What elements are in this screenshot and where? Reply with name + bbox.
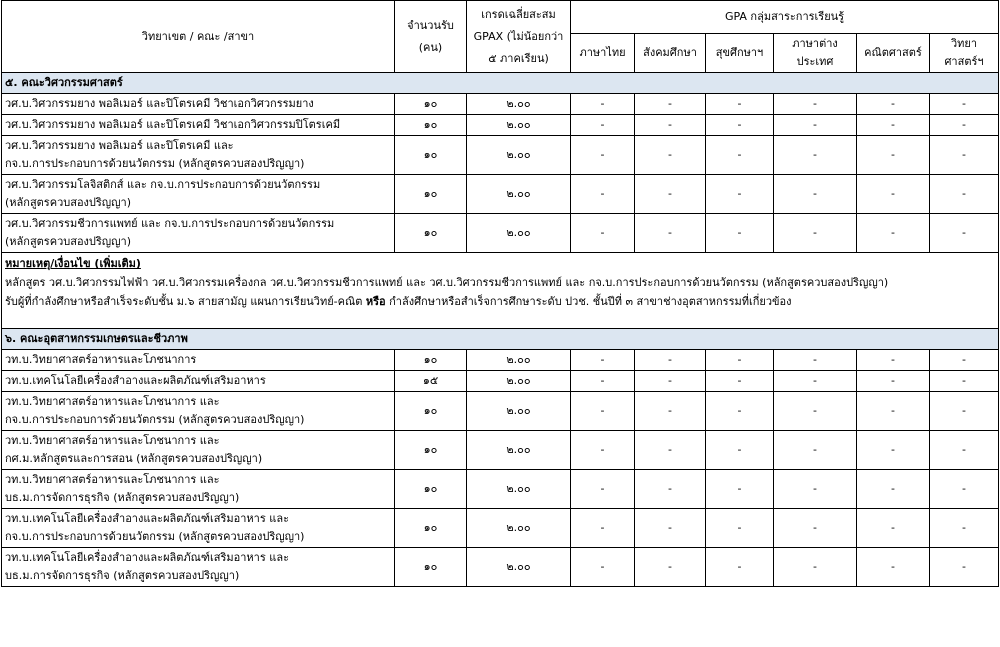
program-name [2,392,395,431]
header-row [2,1,999,34]
program-name-line: วศ.บ.วิศวกรรมยาง พอลิเมอร์ และปิโตรเคมี และ [5,139,234,152]
subject-gpa-value: - [635,214,706,253]
seats-value: ๑๐ [395,115,467,136]
header-program: วิทยาเขต / คณะ /สาขา [2,1,395,73]
header-subject: วิทยาศาสตร์ฯ [930,34,999,73]
table-row [2,175,999,214]
subject-gpa-value: - [706,350,774,371]
table-row [2,350,999,371]
header-subject: ภาษาต่างประเทศ [774,34,857,73]
subject-gpa-value: - [774,94,857,115]
subject-gpa-value: - [706,115,774,136]
seats-value: ๑๐ [395,548,467,587]
subject-gpa-value: - [571,175,635,214]
subject-gpa-value: - [635,548,706,587]
gpax-value: ๒.๐๐ [467,115,571,136]
subject-gpa-value: - [774,214,857,253]
subject-gpa-value: - [930,94,999,115]
subject-gpa-value: - [774,470,857,509]
program-name [2,175,395,214]
subject-gpa-value: - [857,392,930,431]
program-name [2,509,395,548]
table-row [2,470,999,509]
subject-gpa-value: - [571,371,635,392]
subject-gpa-value: - [571,115,635,136]
program-name-line: บธ.ม.การจัดการธุรกิจ (หลักสูตรควบสองปริญญา) [5,569,240,582]
subject-gpa-value: - [774,548,857,587]
table-row [2,94,999,115]
subject-gpa-value: - [857,175,930,214]
table-row [2,136,999,175]
program-name-line: (หลักสูตรควบสองปริญญา) [5,196,132,209]
subject-gpa-value: - [706,94,774,115]
note-line [5,292,995,311]
program-name-line: วท.บ.วิทยาศาสตร์อาหารและโภชนาการ และ [5,395,220,408]
program-name [2,94,395,115]
header-gpax: เกรดเฉลี่ยสะสม GPAX (ไม่น้อยกว่า ๕ ภาคเรียน) [467,1,571,73]
subject-gpa-value: - [706,392,774,431]
subject-gpa-value: - [706,509,774,548]
program-name [2,214,395,253]
subject-gpa-value: - [774,431,857,470]
subject-gpa-value: - [930,548,999,587]
program-name [2,115,395,136]
gpax-value: ๒.๐๐ [467,431,571,470]
program-name-line: วท.บ.เทคโนโลยีเครื่องสำอางและผลิตภัณฑ์เสริมอาหาร และ [5,551,289,564]
subject-gpa-value: - [635,94,706,115]
gpax-value: ๒.๐๐ [467,509,571,548]
subject-gpa-value: - [930,175,999,214]
subject-gpa-value: - [706,371,774,392]
table-row [2,431,999,470]
subject-gpa-value: - [571,431,635,470]
subject-gpa-value: - [571,136,635,175]
section-title: ๖. คณะอุตสาหกรรมเกษตรและชีวภาพ [2,329,999,350]
section-header [2,73,999,94]
program-name-line: กจ.บ.การประกอบการด้วยนวัตกรรม (หลักสูตรควบสองปริญญา) [5,413,305,426]
subject-gpa-value: - [706,548,774,587]
section-header [2,329,999,350]
program-name-line: วท.บ.วิทยาศาสตร์อาหารและโภชนาการ และ [5,434,220,447]
program-name-line: (หลักสูตรควบสองปริญญา) [5,235,132,248]
program-name-line: บธ.ม.การจัดการธุรกิจ (หลักสูตรควบสองปริญญา) [5,491,240,504]
subject-gpa-value: - [774,136,857,175]
program-name [2,350,395,371]
seats-value: ๑๐ [395,392,467,431]
header-subject: สังคมศึกษา [635,34,706,73]
subject-gpa-value: - [774,175,857,214]
subject-gpa-value: - [857,470,930,509]
subject-gpa-value: - [857,371,930,392]
subject-gpa-value: - [571,350,635,371]
header-subject: คณิตศาสตร์ [857,34,930,73]
subject-gpa-value: - [857,431,930,470]
program-name-line: วท.บ.เทคโนโลยีเครื่องสำอางและผลิตภัณฑ์เสริมอาหาร และ [5,512,289,525]
header-subject: ภาษาไทย [571,34,635,73]
seats-value: ๑๐ [395,431,467,470]
gpax-value: ๒.๐๐ [467,548,571,587]
program-name-line: กจ.บ.การประกอบการด้วยนวัตกรรม (หลักสูตรควบสองปริญญา) [5,157,305,170]
subject-gpa-value: - [857,94,930,115]
gpax-value: ๒.๐๐ [467,392,571,431]
subject-gpa-value: - [571,214,635,253]
subject-gpa-value: - [930,115,999,136]
table-row [2,392,999,431]
seats-value: ๑๐ [395,175,467,214]
subject-gpa-value: - [635,470,706,509]
program-name-line: วศ.บ.วิศวกรรมยาง พอลิเมอร์ และปิโตรเคมี วิชาเอกวิศวกรรมยาง [5,97,314,110]
subject-gpa-value: - [571,548,635,587]
header-seats: จำนวนรับ (คน) [395,1,467,73]
program-name [2,136,395,175]
subject-gpa-value: - [857,115,930,136]
seats-value: ๑๐ [395,214,467,253]
subject-gpa-value: - [635,175,706,214]
subject-gpa-value: - [706,431,774,470]
program-name [2,470,395,509]
program-name [2,548,395,587]
subject-gpa-value: - [774,115,857,136]
subject-gpa-value: - [635,350,706,371]
seats-value: ๑๐ [395,350,467,371]
seats-value: ๑๐ [395,136,467,175]
program-name [2,371,395,392]
note-row [2,253,999,329]
subject-gpa-value: - [930,392,999,431]
gpax-value: ๒.๐๐ [467,214,571,253]
note-text: รับผู้ที่กำลังศึกษาหรือสำเร็จระดับชั้น ม.๖ สายสามัญ แผนการเรียนวิทย์-คณิต [5,295,363,308]
gpax-value: ๒.๐๐ [467,136,571,175]
program-name [2,431,395,470]
note-text: กำลังศึกษาหรือสำเร็จการศึกษาระดับ ปวช. ชั้นปีที่ ๓ สาขาช่างอุตสาหกรรมที่เกี่ยวข้อง [389,295,792,308]
header-gpa-group: GPA กลุ่มสาระการเรียนรู้ [571,1,999,34]
subject-gpa-value: - [774,509,857,548]
subject-gpa-value: - [930,509,999,548]
header-subject: สุขศึกษาฯ [706,34,774,73]
gpax-value: ๒.๐๐ [467,94,571,115]
table-row [2,214,999,253]
subject-gpa-value: - [930,350,999,371]
subject-gpa-value: - [635,431,706,470]
subject-gpa-value: - [930,431,999,470]
subject-gpa-value: - [857,548,930,587]
table-row [2,548,999,587]
subject-gpa-value: - [930,136,999,175]
note-cell [2,253,999,329]
program-name-line: วท.บ.วิทยาศาสตร์อาหารและโภชนาการ [5,353,197,366]
subject-gpa-value: - [571,509,635,548]
note-title: หมายเหตุ/เงื่อนไข (เพิ่มเติม) [5,257,141,270]
program-name-line: วศ.บ.วิศวกรรมยาง พอลิเมอร์ และปิโตรเคมี วิชาเอกวิศวกรรมปิโตรเคมี [5,118,341,131]
program-name-line: วท.บ.วิทยาศาสตร์อาหารและโภชนาการ และ [5,473,220,486]
admissions-table [1,0,999,587]
program-name-line: กจ.บ.การประกอบการด้วยนวัตกรรม (หลักสูตรควบสองปริญญา) [5,530,305,543]
subject-gpa-value: - [571,392,635,431]
table-row [2,371,999,392]
section-title: ๕. คณะวิศวกรรมศาสตร์ [2,73,999,94]
subject-gpa-value: - [930,371,999,392]
subject-gpa-value: - [774,392,857,431]
note-keyword: หรือ [365,295,386,308]
subject-gpa-value: - [635,392,706,431]
subject-gpa-value: - [706,470,774,509]
note-line: หลักสูตร วศ.บ.วิศวกรรมไฟฟ้า วศ.บ.วิศวกรรมเครื่องกล วศ.บ.วิศวกรรมชีวการแพทย์ และ วศ.บ.วิศวกรรมชีวการแพทย์ และ กจ.บ.การประกอบการด้วยนวัตกรรม (หลักสูตรควบสองปริญญา) [5,276,889,289]
program-name-line: กศ.ม.หลักสูตรและการสอน (หลักสูตรควบสองปริญญา) [5,452,263,465]
program-name-line: วท.บ.เทคโนโลยีเครื่องสำอางและผลิตภัณฑ์เสริมอาหาร [5,374,266,387]
subject-gpa-value: - [857,509,930,548]
subject-gpa-value: - [857,214,930,253]
table-row [2,509,999,548]
subject-gpa-value: - [706,136,774,175]
seats-value: ๑๐ [395,509,467,548]
program-name-line: วศ.บ.วิศวกรรมโลจิสติกส์ และ กจ.บ.การประกอบการด้วยนวัตกรรม [5,178,321,191]
subject-gpa-value: - [571,470,635,509]
table-row [2,115,999,136]
subject-gpa-value: - [635,371,706,392]
subject-gpa-value: - [930,470,999,509]
subject-gpa-value: - [774,371,857,392]
subject-gpa-value: - [635,115,706,136]
gpax-value: ๒.๐๐ [467,470,571,509]
gpax-value: ๒.๐๐ [467,350,571,371]
subject-gpa-value: - [774,350,857,371]
subject-gpa-value: - [635,509,706,548]
subject-gpa-value: - [571,94,635,115]
seats-value: ๑๐ [395,94,467,115]
subject-gpa-value: - [857,136,930,175]
subject-gpa-value: - [857,350,930,371]
subject-gpa-value: - [930,214,999,253]
program-name-line: วศ.บ.วิศวกรรมชีวการแพทย์ และ กจ.บ.การประกอบการด้วยนวัตกรรม [5,217,335,230]
gpax-value: ๒.๐๐ [467,175,571,214]
seats-value: ๑๕ [395,371,467,392]
gpax-value: ๒.๐๐ [467,371,571,392]
subject-gpa-value: - [635,136,706,175]
table-body [2,73,999,587]
seats-value: ๑๐ [395,470,467,509]
subject-gpa-value: - [706,175,774,214]
subject-gpa-value: - [706,214,774,253]
